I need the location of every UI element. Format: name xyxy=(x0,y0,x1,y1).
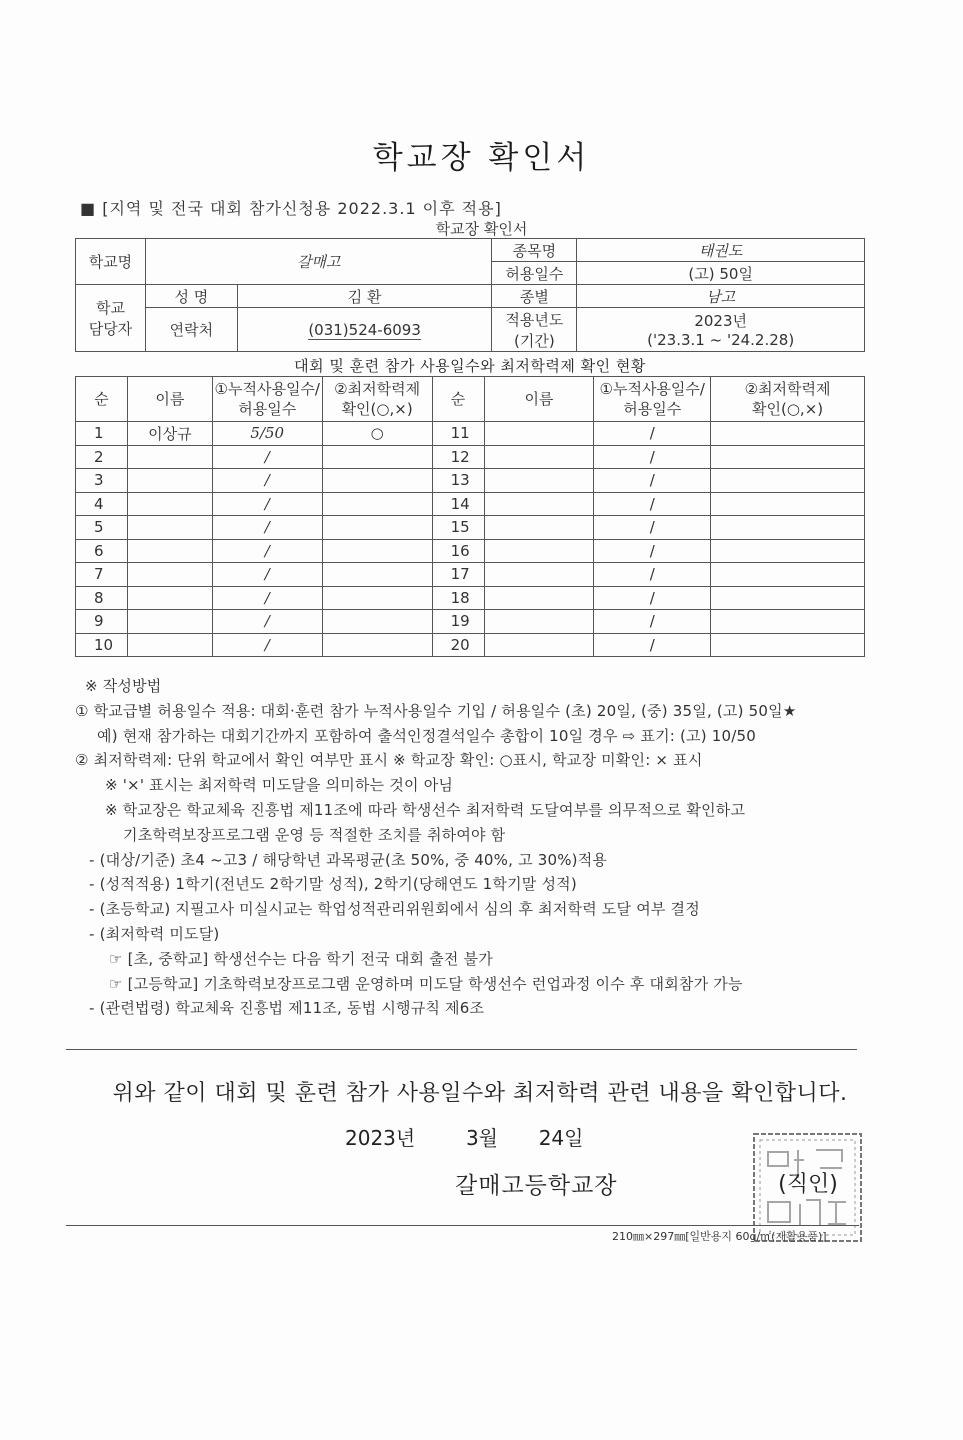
name-value: 김 환 xyxy=(237,285,492,308)
row-grade-right xyxy=(711,610,865,634)
instruction-line: - (성적적용) 1학기(전년도 2학기말 성적), 2학기(당해연도 1학기말 성적) xyxy=(89,875,577,894)
row-name-left xyxy=(127,610,212,634)
instruction-line: - (최저학력 미도달) xyxy=(89,924,220,943)
row-grade-right xyxy=(711,469,865,493)
header-grade-left-line2: 확인(○,×) xyxy=(341,400,413,418)
instruction-line: - (관련법령) 학교체육 진흥법 제11조, 동법 시행규칙 제6조 xyxy=(89,999,485,1018)
row-no-right: 15 xyxy=(432,516,484,540)
header-grade-right xyxy=(711,377,865,422)
row-no-right: 12 xyxy=(432,445,484,469)
header-grade-left-line1: ②최저학력제 xyxy=(334,380,421,398)
row-no-right: 13 xyxy=(432,469,484,493)
row-no-right: 20 xyxy=(432,633,484,657)
school-info-table xyxy=(75,238,865,352)
school-value: 갈매고 xyxy=(145,239,492,285)
gender-value: 남고 xyxy=(577,285,865,308)
allowed-days-value: (고) 50일 xyxy=(577,262,865,285)
date-day: 24일 xyxy=(538,1126,584,1150)
row-grade-left xyxy=(322,516,432,540)
header-days-left-line2: 허용일수 xyxy=(238,400,297,418)
instruction-line: ☞ [초, 중학교] 학생선수는 다음 학기 전국 대회 출전 불가 xyxy=(109,949,493,968)
year-value xyxy=(577,308,865,352)
row-name-left xyxy=(127,445,212,469)
row-no-left: 1 xyxy=(76,422,128,446)
header-name-right: 이름 xyxy=(484,377,594,422)
table-title: 학교장 확인서 xyxy=(435,220,528,238)
row-no-left: 3 xyxy=(76,469,128,493)
instruction-line: ① 학교급별 허용일수 적용: 대회·훈련 참가 누적사용일수 기입 / 허용일수 (초) 20일, (중) 35일, (고) 50일★ xyxy=(75,701,797,720)
contact-value-text: (031)524-6093 xyxy=(308,320,421,339)
manager-label xyxy=(76,285,146,352)
header-days-right-line2: 허용일수 xyxy=(623,400,682,418)
row-grade-right xyxy=(711,422,865,446)
document-title: 학교장 확인서 xyxy=(372,140,591,176)
row-grade-left: ○ xyxy=(322,422,432,446)
row-grade-left xyxy=(322,539,432,563)
row-days-right: / xyxy=(594,422,711,446)
event-value: 태권도 xyxy=(577,239,865,262)
table-row xyxy=(76,516,865,540)
row-name-left xyxy=(127,469,212,493)
row-name-right xyxy=(484,633,594,657)
manager-label-line2: 담당자 xyxy=(88,320,133,338)
row-days-left: 5/50 xyxy=(212,422,322,446)
header-days-left-line1: ①누적사용일수/ xyxy=(214,380,320,398)
row-no-left: 4 xyxy=(76,492,128,516)
row-no-left: 6 xyxy=(76,539,128,563)
row-no-right: 19 xyxy=(432,610,484,634)
issue-date xyxy=(345,1122,583,1151)
instruction-line: 기초학력보장프로그램 운영 등 적절한 조치를 취하여야 함 xyxy=(123,825,506,844)
table-row xyxy=(76,539,865,563)
row-days-right: / xyxy=(594,445,711,469)
date-year: 2023년 xyxy=(345,1126,416,1150)
row-days-right: / xyxy=(594,563,711,587)
instruction-line: ※ 학교장은 학교체육 진흥법 제11조에 따라 학생선수 최저학력 도달여부를 의무적으로 확인하고 xyxy=(105,800,746,819)
row-grade-left xyxy=(322,586,432,610)
table-row xyxy=(76,586,865,610)
row-no-left: 5 xyxy=(76,516,128,540)
row-name-right xyxy=(484,563,594,587)
row-days-left: / xyxy=(212,586,322,610)
header-grade-right-line1: ②최저학력제 xyxy=(744,380,831,398)
instruction-line: - (대상/기준) 초4 ~고3 / 해당학년 과목평균(초 50%, 중 40%, 고 30%)적용 xyxy=(89,850,608,869)
row-days-left: / xyxy=(212,610,322,634)
row-no-left: 7 xyxy=(76,563,128,587)
row-name-right xyxy=(484,586,594,610)
year-label-line1: 적용년도 xyxy=(505,310,564,329)
row-no-right: 18 xyxy=(432,586,484,610)
row-no-left: 2 xyxy=(76,445,128,469)
row-no-right: 14 xyxy=(432,492,484,516)
school-label: 학교명 xyxy=(76,239,146,285)
instruction-line: 예) 현재 참가하는 대회기간까지 포함하여 출석인정결석일수 총합이 10일 경우 ⇨ 표기: (고) 10/50 xyxy=(97,726,756,745)
writing-instructions xyxy=(75,674,875,1021)
year-value-line1: 2023년 xyxy=(694,312,747,330)
usage-caption: 대회 및 훈련 참가 사용일수와 최저학력제 확인 현황 xyxy=(294,357,646,375)
row-days-right: / xyxy=(594,610,711,634)
row-days-right: / xyxy=(594,516,711,540)
row-name-right xyxy=(484,422,594,446)
row-name-right xyxy=(484,516,594,540)
row-name-right xyxy=(484,492,594,516)
row-name-left xyxy=(127,539,212,563)
row-no-left: 8 xyxy=(76,586,128,610)
row-grade-right xyxy=(711,539,865,563)
row-name-left: 이상규 xyxy=(127,422,212,446)
row-grade-left xyxy=(322,563,432,587)
table-row xyxy=(76,563,865,587)
contact-value xyxy=(237,308,492,352)
row-name-left xyxy=(127,586,212,610)
usage-table-body xyxy=(76,422,865,657)
contact-label: 연락처 xyxy=(145,308,237,352)
event-label: 종목명 xyxy=(492,239,577,262)
row-grade-right xyxy=(711,563,865,587)
row-no-right: 16 xyxy=(432,539,484,563)
row-days-right: / xyxy=(594,633,711,657)
header-grade-right-line2: 확인(○,×) xyxy=(752,400,824,418)
table-row xyxy=(76,445,865,469)
form-subheader: ■ [지역 및 전국 대회 참가신청용 2022.3.1 이후 적용] xyxy=(80,199,502,218)
row-no-left: 9 xyxy=(76,610,128,634)
row-days-left: / xyxy=(212,539,322,563)
header-days-right xyxy=(594,377,711,422)
row-days-left: / xyxy=(212,563,322,587)
divider-line xyxy=(66,1049,857,1050)
row-grade-right xyxy=(711,445,865,469)
row-days-left: / xyxy=(212,516,322,540)
row-name-right xyxy=(484,610,594,634)
header-name-left: 이름 xyxy=(127,377,212,422)
seal-label: (직인) xyxy=(778,1172,838,1197)
row-days-left: / xyxy=(212,445,322,469)
instruction-line: - (초등학교) 지필고사 미실시교는 학업성적관리위원회에서 심의 후 최저학력 도달 여부 결정 xyxy=(89,900,700,919)
row-grade-left xyxy=(322,469,432,493)
gender-label: 종별 xyxy=(492,285,577,308)
row-grade-right xyxy=(711,586,865,610)
instruction-line: ② 최저학력제: 단위 학교에서 확인 여부만 표시 ※ 학교장 확인: ○표시, 학교장 미확인: × 표시 xyxy=(75,751,703,770)
paper-spec: 210㎜×297㎜[일반용지 60g/㎡(재활용품)] xyxy=(612,1230,827,1243)
row-days-right: / xyxy=(594,492,711,516)
confirmation-statement: 위와 같이 대회 및 훈련 참가 사용일수와 최저학력 관련 내용을 확인합니다. xyxy=(112,1081,848,1106)
header-days-left xyxy=(212,377,322,422)
table-row xyxy=(76,422,865,446)
row-name-right xyxy=(484,445,594,469)
table-row xyxy=(76,492,865,516)
footer-rule xyxy=(66,1225,859,1226)
header-days-right-line1: ①누적사용일수/ xyxy=(599,380,705,398)
row-name-left xyxy=(127,516,212,540)
row-no-right: 17 xyxy=(432,563,484,587)
table-row xyxy=(76,633,865,657)
row-grade-left xyxy=(322,610,432,634)
row-grade-right xyxy=(711,633,865,657)
row-grade-left xyxy=(322,633,432,657)
instruction-line: ※ 작성방법 xyxy=(85,677,162,695)
row-grade-left xyxy=(322,492,432,516)
instruction-line: ☞ [고등학교] 기초학력보장프로그램 운영하며 미도달 학생선수 런업과정 이수 후 대회참가 가능 xyxy=(109,974,743,993)
row-no-right: 11 xyxy=(432,422,484,446)
year-label-line2: (기간) xyxy=(514,331,555,350)
row-name-left xyxy=(127,563,212,587)
row-days-left: / xyxy=(212,469,322,493)
row-days-right: / xyxy=(594,586,711,610)
row-name-left xyxy=(127,633,212,657)
header-no-right: 순 xyxy=(432,377,484,422)
allowed-days-label: 허용일수 xyxy=(492,262,577,285)
manager-label-line1: 학교 xyxy=(95,299,125,317)
row-days-left: / xyxy=(212,633,322,657)
row-grade-left xyxy=(322,445,432,469)
year-value-line2: ('23.3.1 ~ '24.2.28) xyxy=(647,331,795,349)
table-row xyxy=(76,610,865,634)
date-month: 3월 xyxy=(465,1126,498,1150)
instruction-line: ※ '×' 표시는 최저학력 미도달을 의미하는 것이 아님 xyxy=(105,776,454,795)
header-no-left: 순 xyxy=(76,377,128,422)
row-no-left: 10 xyxy=(76,633,128,657)
table-row xyxy=(76,469,865,493)
row-days-right: / xyxy=(594,469,711,493)
row-name-left xyxy=(127,492,212,516)
name-label: 성 명 xyxy=(145,285,237,308)
row-grade-right xyxy=(711,516,865,540)
row-days-left: / xyxy=(212,492,322,516)
principal-title: 갈매고등학교장 xyxy=(455,1173,618,1199)
header-grade-left xyxy=(322,377,432,422)
row-grade-right xyxy=(711,492,865,516)
row-days-right: / xyxy=(594,539,711,563)
year-label xyxy=(492,308,577,352)
usage-table xyxy=(75,376,865,657)
row-name-right xyxy=(484,539,594,563)
row-name-right xyxy=(484,469,594,493)
